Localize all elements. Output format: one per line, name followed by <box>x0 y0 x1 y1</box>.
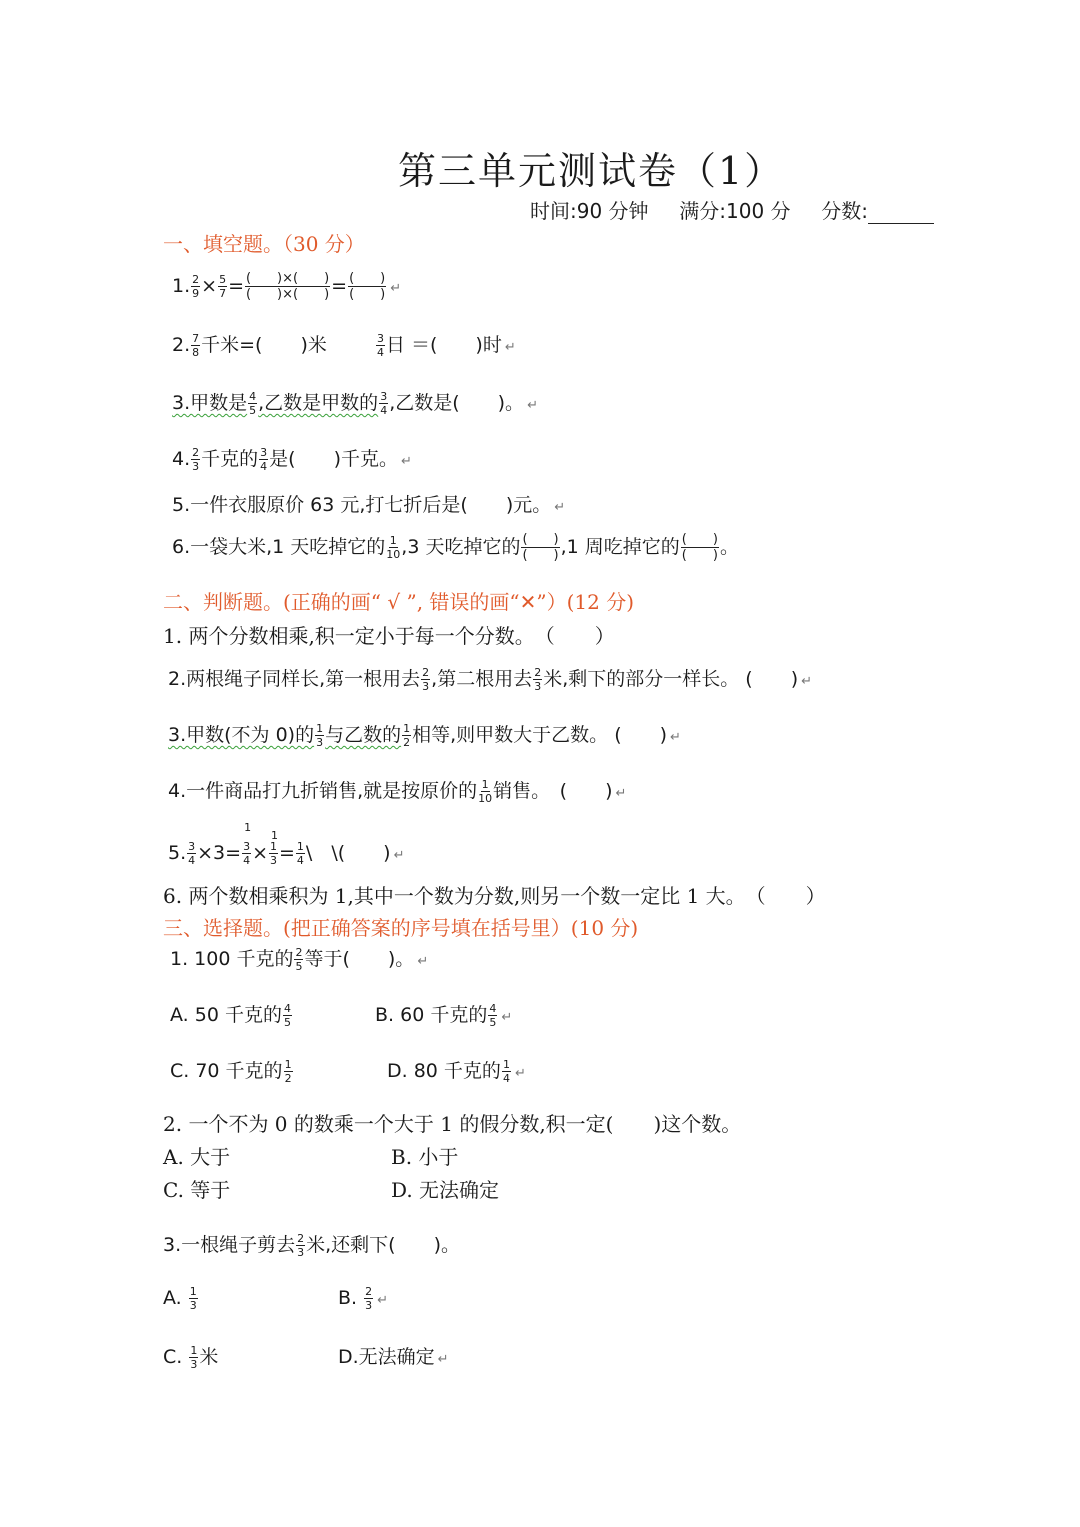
fill-question-1: 1. $\frac{2}{9}$ × $\frac{5}{7}$ = $\frac{( )\times( )}{( )\times( )}$ = $\frac{( )}{( )}$ ↵ <box>172 271 402 302</box>
fill-question-3: 3.甲数是 $\frac{4}{5}$ ,乙数是甲数的 $\frac{3}{4}$ ,乙数是( )。 ↵ <box>172 390 538 417</box>
choice-question-2: 2. 一个不为 0 的数乘一个大于 1 的假分数,积一定( )这个数。 <box>163 1112 742 1136</box>
exam-meta <box>530 195 934 224</box>
fraction-blank[interactable]: $\frac{( )}{( )}$ <box>681 532 718 563</box>
choice-2-option-d[interactable]: D. 无法确定 <box>391 1178 500 1202</box>
choice-question-3: 3.一根绳子剪去 $\frac{2}{3}$ 米,还剩下( )。 <box>163 1232 461 1259</box>
judge-question-2: 2.两根绳子同样长,第一根用去 $\frac{2}{3}$ ,第二根用去 $\frac{2}{3}$ 米,剩下的部分一样长。 ( ) ↵ <box>168 666 813 693</box>
section-choice-title: 三、选择题。(把正确答案的序号填在括号里）(10 分) <box>163 916 639 940</box>
choice-2-option-b[interactable]: B. 小于 <box>391 1145 459 1169</box>
choice-3-option-c[interactable]: C. $\frac{1}{3}$ 米 <box>163 1344 219 1371</box>
fraction-blank[interactable]: $\frac{( )}{( )}$ <box>522 532 559 563</box>
choice-1-option-d[interactable]: D. 80 千克的 $\frac{1}{4}$ ↵ <box>387 1058 526 1085</box>
full-score-label: 满分:100 分 <box>679 199 791 223</box>
choice-3-option-d[interactable]: D.无法确定 ↵ <box>338 1346 449 1368</box>
judge-question-1: 1. 两个分数相乘,积一定小于每一个分数。 （ ） <box>163 624 615 648</box>
section-fill-title: 一、填空题。（30 分） <box>163 232 365 256</box>
choice-1-option-a[interactable]: A. 50 千克的 $\frac{4}{5}$ <box>170 1002 291 1029</box>
judge-question-3: 3.甲数(不为 0)的 $\frac{1}{3}$ 与乙数的 $\frac{1}{2}$ 相等,则甲数大于乙数。 ( ) ↵ <box>168 722 681 749</box>
choice-question-1: 1. 100 千克的 $\frac{2}{5}$ 等于( )。 ↵ <box>170 946 429 973</box>
choice-1-option-b[interactable]: B. 60 千克的 $\frac{4}{5}$ ↵ <box>375 1002 513 1029</box>
score-label: 分数: <box>821 199 869 223</box>
choice-2-option-a[interactable]: A. 大于 <box>163 1145 231 1169</box>
fraction-blank[interactable]: $\frac{( )\times( )}{( )\times( )}$ <box>245 271 330 302</box>
choice-3-option-a[interactable]: A. $\frac{1}{3}$ <box>163 1285 197 1312</box>
page-title: 第三单元测试卷（1） <box>398 149 785 193</box>
choice-2-option-c[interactable]: C. 等于 <box>163 1178 231 1202</box>
fill-question-2: 2. $\frac{7}{8}$ 千米=( )米 $\frac{3}{4}$ 日 ＝( )时 ↵ <box>172 332 516 359</box>
fill-question-6: 6.一袋大米,1 天吃掉它的 $\frac{1}{10}$ ,3 天吃掉它的 $\frac{( )}{( )}$ ,1 周吃掉它的 $\frac{( )}{( )}$ 。 <box>172 532 739 563</box>
fraction: $\frac{2}{9}$ <box>192 273 200 300</box>
fraction: $\frac{5}{7}$ <box>219 273 227 300</box>
time-label: 时间:90 分钟 <box>530 199 649 223</box>
fraction-blank[interactable]: $\frac{( )}{( )}$ <box>349 271 386 302</box>
choice-1-option-c[interactable]: C. 70 千克的 $\frac{1}{2}$ <box>170 1058 292 1085</box>
fill-question-4: 4. $\frac{2}{3}$ 千克的 $\frac{3}{4}$ 是( )千克。 ↵ <box>172 446 412 473</box>
judge-question-6: 6. 两个数相乘积为 1,其中一个数为分数,则另一个数一定比 1 大。 （ ） <box>163 884 826 908</box>
section-judge-title: 二、判断题。(正确的画“ √ ”, 错误的画“✕”）(12 分) <box>163 590 635 614</box>
score-blank[interactable] <box>868 203 934 224</box>
judge-question-5: 5. $\frac{3}{4}$ ×3= 1 $\frac{3}{4}$ × 1 $\frac{1}{3}$ = $\frac{1}{4}$ \ \( ) ↵ <box>168 821 405 867</box>
fill-question-5: 5.一件衣服原价 63 元,打七折后是( )元。 ↵ <box>172 494 566 516</box>
judge-question-4: 4.一件商品打九折销售,就是按原价的 $\frac{1}{10}$ 销售。 ( ) ↵ <box>168 778 627 805</box>
choice-3-option-b[interactable]: B. $\frac{2}{3}$ ↵ <box>338 1285 389 1312</box>
